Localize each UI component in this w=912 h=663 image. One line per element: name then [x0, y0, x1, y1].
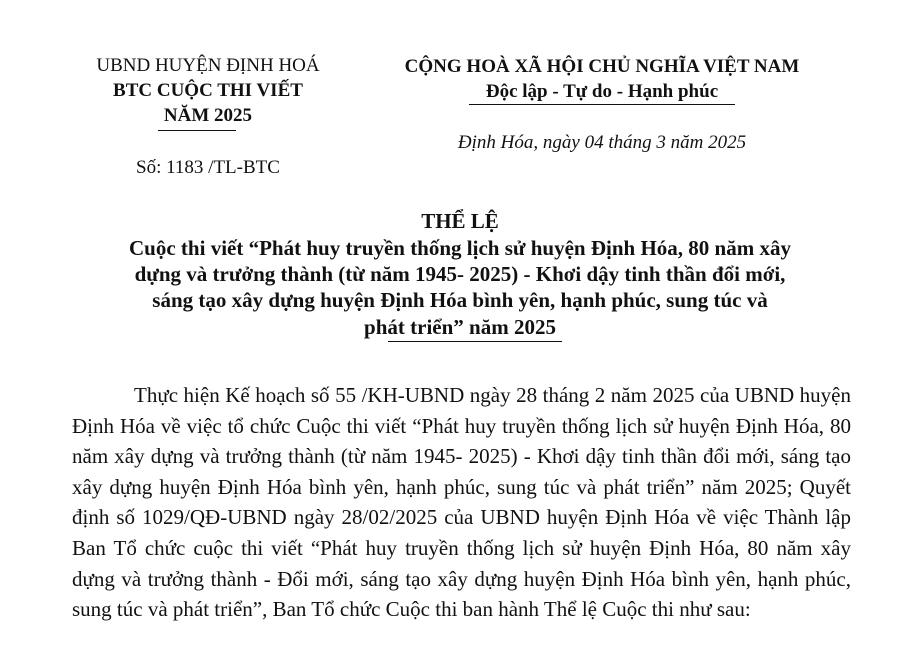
title-line: phát triển” năm 2025 — [364, 315, 556, 339]
committee-year: NĂM 2025 — [163, 105, 253, 126]
title-line: sáng tạo xây dựng huyện Định Hóa bình yên, hạnh phúc, sung túc và — [152, 288, 768, 312]
year-underline — [158, 130, 236, 131]
intro-paragraph: Thực hiện Kế hoạch số 55 /KH-UBND ngày 28 tháng 2 năm 2025 của UBND huyện Định Hóa về việc tổ chức Cuộc thi viết “Phát huy truyền thống lịch sử huyện Định Hóa, 80 năm xây dựng và trưởng thành (từ năm 1945- 2025) - Khơi dậy tinh thần đổi mới, sáng tạo xây dựng huyện Định Hóa bình yên, hạnh phúc, sung túc và phát triển” năm 2025; Quyết định số 1029/QĐ-UBND ngày 28/02/2025 của UBND huyện Định Hóa về việc Thành lập Ban Tổ chức cuộc thi viết “Phát huy truyền thống lịch sử huyện Định Hóa, 80 năm xây dựng và trưởng thành - Đổi mới, sáng tạo xây dựng huyện Định Hóa bình yên, hạnh phúc, sung túc và phát triển”, Ban Tổ chức Cuộc thi ban hành Thể lệ Cuộc thi như sau: — [72, 383, 851, 622]
body-section — [72, 380, 851, 625]
title-underline — [388, 341, 562, 342]
motto-underline — [469, 104, 735, 105]
document-heading: THỂ LỆ — [421, 209, 499, 233]
place-date: Định Hóa, ngày 04 tháng 3 năm 2025 — [457, 132, 747, 153]
document-number: Số: 1183 /TL-BTC — [136, 157, 280, 178]
issuing-org: UBND HUYỆN ĐỊNH HOÁ — [96, 55, 320, 76]
title-line: Cuộc thi viết “Phát huy truyền thống lịch sử huyện Định Hóa, 80 năm xây — [129, 236, 791, 260]
organizing-committee: BTC CUỘC THI VIẾT — [113, 80, 303, 101]
title-line: dựng và trưởng thành (từ năm 1945- 2025) - Khơi dậy tinh thần đổi mới, — [134, 262, 786, 286]
national-motto: Độc lập - Tự do - Hạnh phúc — [485, 81, 719, 102]
national-title: CỘNG HOÀ XÃ HỘI CHỦ NGHĨA VIỆT NAM — [404, 56, 800, 77]
